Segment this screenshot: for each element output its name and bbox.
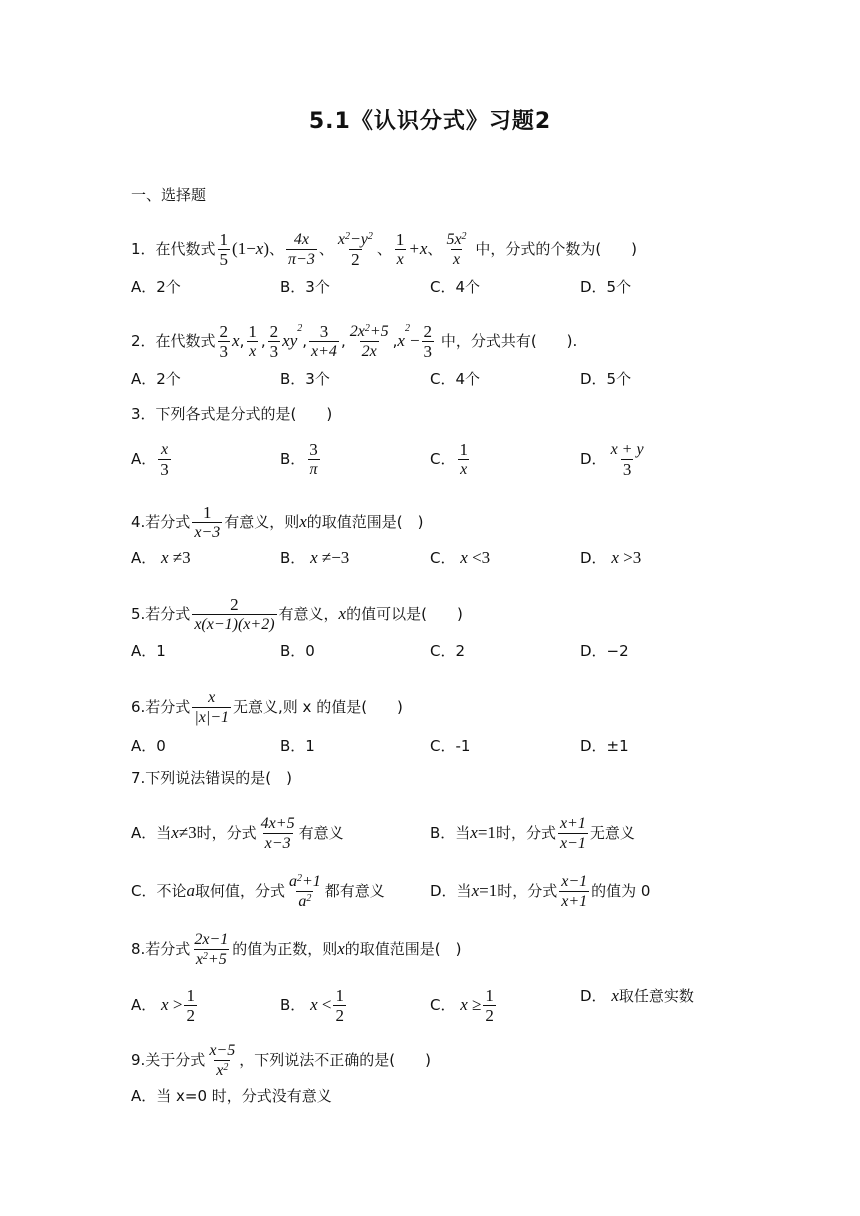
q4-option-d: D． x >3 <box>580 548 642 567</box>
q2-option-c: C．4个 <box>430 370 481 388</box>
q2-option-a: A．2个 <box>131 370 181 388</box>
math-fraction: $\frac{4x}{\pi-3}$ <box>288 231 315 268</box>
q3-option-b: B． $\frac{3}{\pi}$ <box>280 440 318 478</box>
math-fraction: $\frac{1}{5}$ <box>219 230 229 269</box>
q6-option-a: A．0 <box>131 737 166 755</box>
q7-option-d: D．当x=1时，分式 $\frac{x-1}{x+1}$ 的值为 0 <box>430 873 651 910</box>
q5-option-b: B．0 <box>280 642 315 660</box>
math-fraction: $\frac{1}{x}$ <box>248 322 257 360</box>
q1-suffix: 中，分式的个数为( ) <box>475 240 638 258</box>
q1-option-d: D．5个 <box>580 278 632 296</box>
q8-option-d: D． x取任意实数 <box>580 986 694 1005</box>
question-3: 3．下列各式是分式的是( ) <box>131 405 333 423</box>
q8-option-c: C． x ≥ $\frac{1}{2}$ <box>430 986 494 1025</box>
math-fraction: $\frac{2}{3}$ <box>219 322 229 361</box>
math-fraction: $\frac{2x^2+5}{2x}$ <box>349 323 389 360</box>
q7-option-a: A．当x≠3时，分式 $\frac{4x+5}{x-3}$ 有意义 <box>131 815 344 852</box>
page-title: 5.1《认识分式》习题2 <box>308 109 552 134</box>
question-5: 5.若分式 $\frac{2}{x(x-1)(x+2)}$ 有意义，x的值可以是( ) <box>131 595 463 633</box>
q5-option-d: D．−2 <box>580 642 629 660</box>
math-fraction: $\frac{x}{|x|-1}$ <box>194 689 230 726</box>
q2-option-b: B．3个 <box>280 370 330 388</box>
q1-prefix: 1．在代数式 <box>131 240 216 258</box>
math-fraction: $\frac{1}{x-3}$ <box>194 503 221 541</box>
q1-option-c: C．4个 <box>430 278 481 296</box>
q5-option-a: A．1 <box>131 642 166 660</box>
q6-option-c: C．-1 <box>430 737 471 755</box>
q6-option-d: D．±1 <box>580 737 629 755</box>
question-8: 8.若分式 $\frac{2x-1}{x^2+5}$ 的值为正数，则x的取值范围是( ) <box>131 931 462 968</box>
q9-option-a: A．当 x=0 时，分式没有意义 <box>131 1087 332 1105</box>
q2-suffix: 中，分式共有( ). <box>440 332 578 350</box>
section-heading: 一、选择题 <box>131 186 207 204</box>
question-4: 4.若分式 $\frac{1}{x-3}$ 有意义，则x的取值范围是( ) <box>131 503 424 541</box>
math-fraction: $\frac{2}{3}$ <box>269 322 279 361</box>
math-fraction: $\frac{2x-1}{x^2+5}$ <box>194 931 229 968</box>
q8-option-b: B． x < $\frac{1}{2}$ <box>280 986 344 1025</box>
q4-option-c: C． x <3 <box>430 548 491 567</box>
q1-option-a: A．2个 <box>131 278 181 296</box>
q3-option-a: A． $\frac{x}{3}$ <box>131 441 169 479</box>
q1-option-b: B．3个 <box>280 278 330 296</box>
question-2: 2．在代数式 $\frac{2}{3}$ x, $\frac{1}{x}$ , $\frac{2}{3}$ $xy^2$, $\frac{3}{x+4}$ , $\frac{2x^2+5}{2x}$ $,x^2-$ $\frac{2}{3}$ 中，分式共有( ). <box>131 322 578 361</box>
question-7: 7.下列说法错误的是( ) <box>131 769 293 787</box>
q4-option-a: A． x ≠3 <box>131 548 191 567</box>
question-9: 9.关于分式 $\frac{x-5}{x^2}$ ，下列说法不正确的是( ) <box>131 1042 431 1079</box>
math-fraction: $\frac{x^2-y^2}{2}$ <box>337 231 373 269</box>
math-fraction: $\frac{3}{x+4}$ <box>311 322 337 360</box>
question-6: 6.若分式 $\frac{x}{|x|-1}$ 无意义,则 x 的值是( ) <box>131 689 403 726</box>
q2-prefix: 2．在代数式 <box>131 332 216 350</box>
q7-option-c: C．不论a取何值，分式 $\frac{a^2+1}{a^2}$ 都有意义 <box>131 873 385 910</box>
math-fraction: $\frac{5x^2}{x}$ <box>446 231 467 268</box>
q5-option-c: C．2 <box>430 642 466 660</box>
q4-option-b: B． x ≠−3 <box>280 548 350 567</box>
math-fraction: $\frac{x-5}{x^2}$ <box>209 1042 236 1079</box>
q8-option-a: A． x > $\frac{1}{2}$ <box>131 986 195 1025</box>
q6-option-b: B．1 <box>280 737 315 755</box>
q2-option-d: D．5个 <box>580 370 632 388</box>
q3-option-d: D． $\frac{x + y}{3}$ <box>580 441 644 479</box>
math-fraction: $\frac{1}{x}$ <box>395 230 405 268</box>
math-fraction: $\frac{2}{3}$ <box>423 322 433 361</box>
question-1: 1．在代数式 $\frac{1}{5}$ (1−x)、 $\frac{4x}{\pi-3}$ 、 $\frac{x^2-y^2}{2}$ 、 $\frac{1}{x}$ +x、 $\frac{5x^2}{x}$ 中，分式的个数为( ) <box>131 230 638 269</box>
math-fraction: $\frac{2}{x(x-1)(x+2)}$ <box>194 595 275 633</box>
q3-option-c: C． $\frac{1}{x}$ <box>430 440 468 478</box>
q7-option-b: B．当x=1时，分式 $\frac{x+1}{x-1}$ 无意义 <box>430 815 635 852</box>
